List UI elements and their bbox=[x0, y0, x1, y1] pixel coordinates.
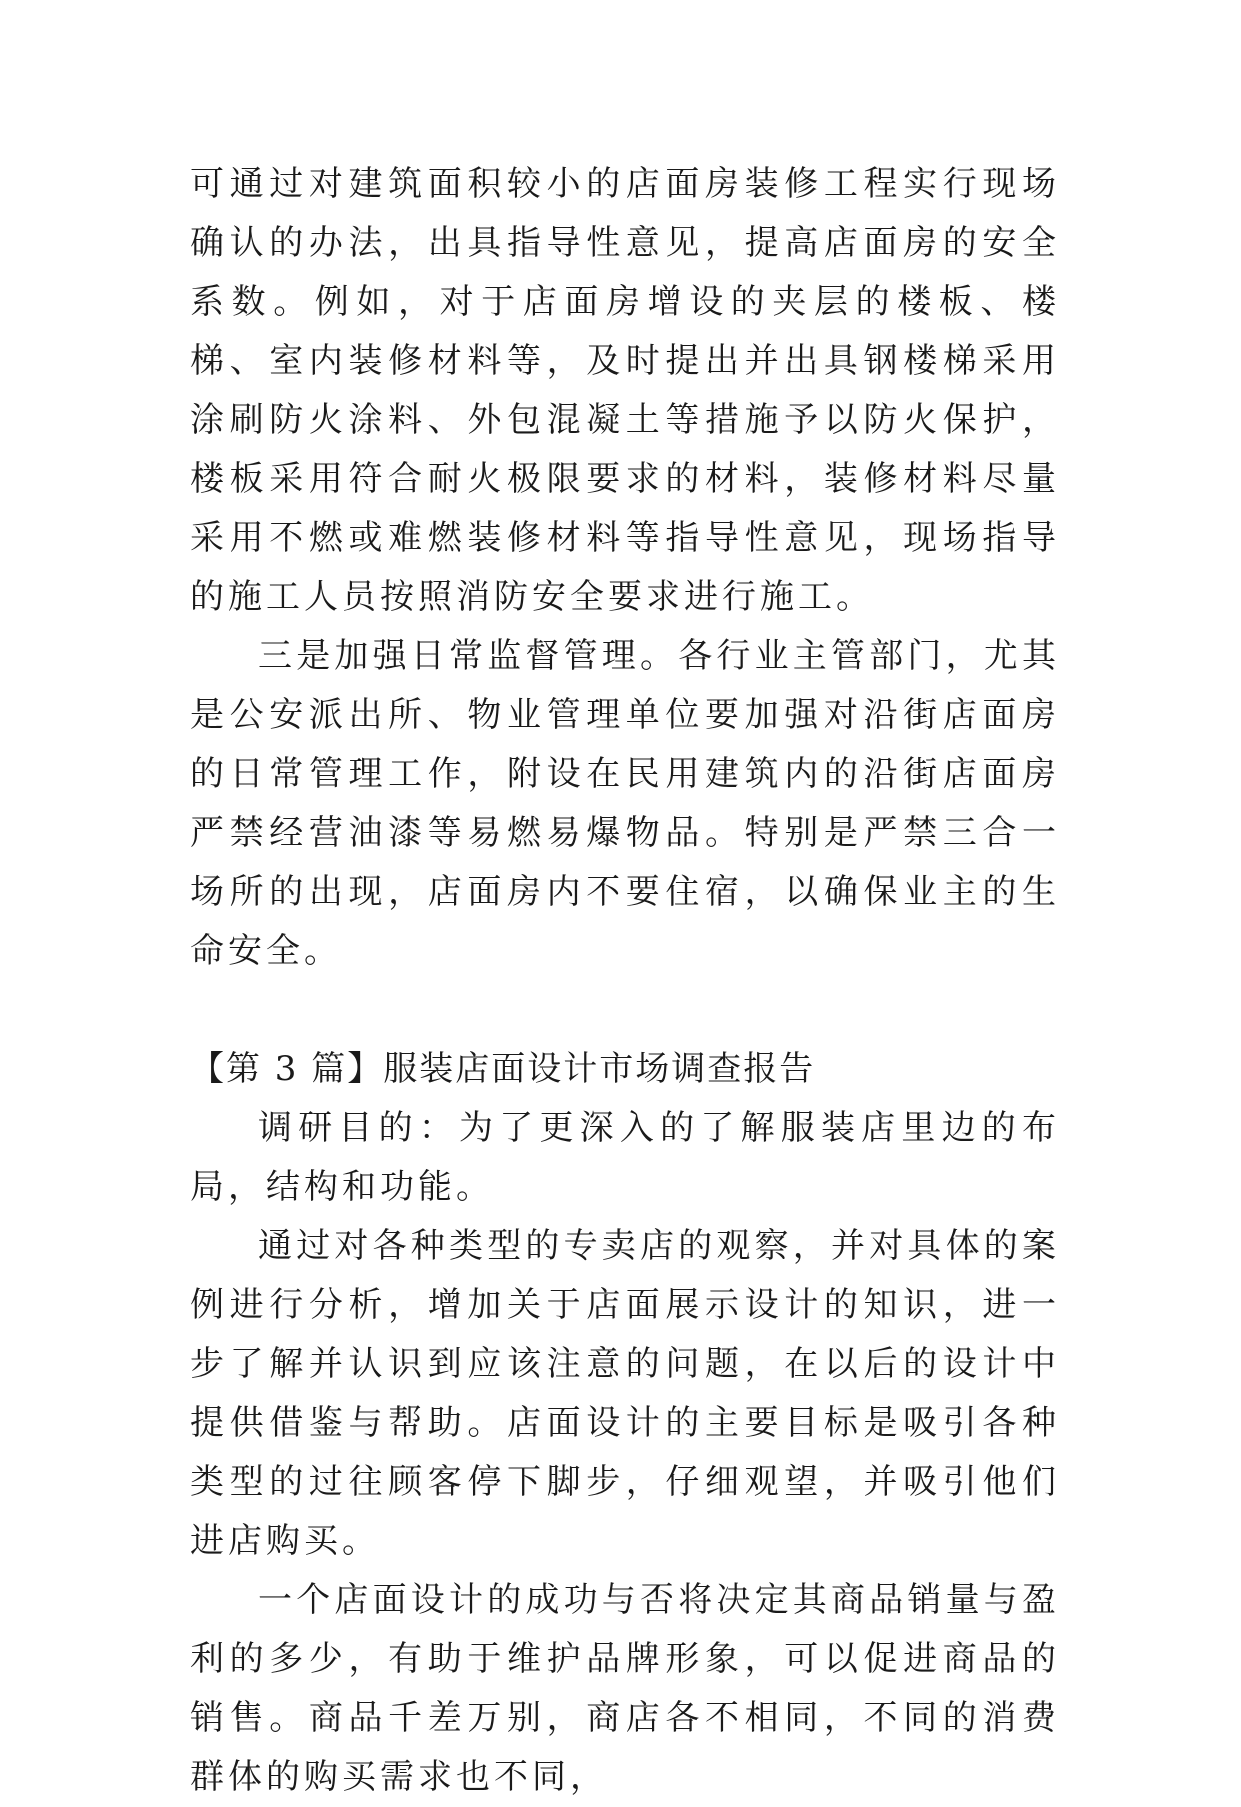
paragraph-purpose: 调研目的：为了更深入的了解服装店里边的布局，结构和功能。 bbox=[190, 1108, 1060, 1207]
paragraph-success: 一个店面设计的成功与否将决定其商品销量与盈利的多少，有助于维护品牌形象，可以促进商品的销售。商品千差万别，商店各不相同，不同的消费群体的购买需求也不同， bbox=[190, 1580, 1060, 1797]
paragraph-observation: 通过对各种类型的专卖店的观察，并对具体的案例进行分析，增加关于店面展示设计的知识，进一步了解并认识到应该注意的问题，在以后的设计中提供借鉴与帮助。店面设计的主要目标是吸引各种类型的过往顾客停下脚步，仔细观望，并吸引他们进店购买。 bbox=[190, 1226, 1060, 1561]
paragraph-continuation: 可通过对建筑面积较小的店面房装修工程实行现场确认的办法，出具指导性意见，提高店面房的安全系数。例如，对于店面房增设的夹层的楼板、楼梯、室内装修材料等，及时提出并出具钢楼梯采用涂刷防火涂料、外包混凝土等措施予以防火保护，楼板采用符合耐火极限要求的材料，装修材料尽量采用不燃或难燃装修材料等指导性意见，现场指导的施工人员按照消防安全要求进行施工。 bbox=[190, 164, 1060, 617]
document-page bbox=[190, 155, 1060, 1807]
section-spacer bbox=[190, 981, 1060, 1040]
paragraph-supervision: 三是加强日常监督管理。各行业主管部门，尤其是公安派出所、物业管理单位要加强对沿街店面房的日常管理工作，附设在民用建筑内的沿街店面房严禁经营油漆等易燃易爆物品。特别是严禁三合一场所的出现，店面房内不要住宿，以确保业主的生命安全。 bbox=[190, 636, 1060, 971]
section-heading: 【第 3 篇】服装店面设计市场调查报告 bbox=[190, 1049, 816, 1089]
